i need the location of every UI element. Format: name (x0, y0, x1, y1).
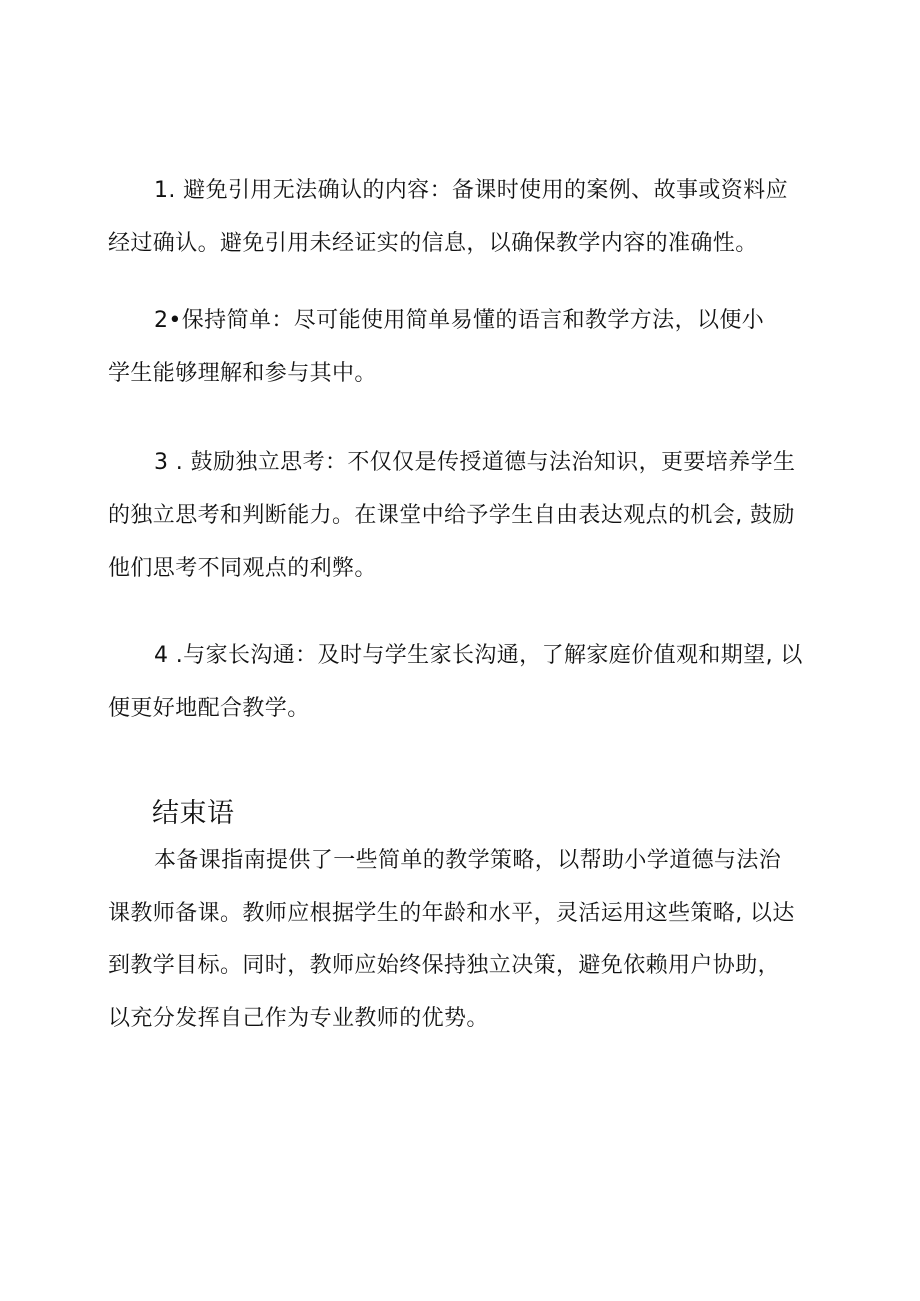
list-item-2 (108, 294, 818, 400)
list-item-3-line-2: 的独立思考和判断能力。在课堂中给予学生自由表达观点的机会, 鼓励 (108, 503, 795, 528)
conclusion-line-4: 以充分发挥自己作为专业教师的优势。 (108, 1005, 489, 1031)
conclusion-line-1: 本备课指南提供了一些简单的教学策略，以帮助小学道德与法治 (154, 848, 782, 873)
section-heading-conclusion: 结束语 (152, 798, 235, 829)
conclusion-paragraph (108, 835, 818, 1045)
list-item-4-line-1: 4 .与家长沟通：及时与学生家长沟通，了解家庭价值观和期望, 以 (154, 643, 803, 668)
list-item-1-line-2: 经过确认。避免引用未经证实的信息，以确保教学内容的准确性。 (108, 231, 758, 256)
list-item-1 (108, 164, 818, 270)
list-item-3-line-3: 他们思考不同观点的利弊。 (108, 556, 377, 581)
list-item-2-line-2: 学生能够理解和参与其中。 (108, 361, 377, 386)
list-item-4 (108, 629, 818, 735)
conclusion-line-3: 到教学目标。同时，教师应始终保持独立决策，避免依赖用户协助， (108, 953, 781, 978)
conclusion-line-2: 课教师备课。教师应根据学生的年龄和水平，灵活运用这些策略, 以达 (108, 900, 795, 926)
list-item-3-line-1: 3 . 鼓励独立思考：不仅仅是传授道德与法治知识，更要培养学生 (154, 450, 796, 475)
list-item-1-line-1: 1. 避免引用无法确认的内容：备课时使用的案例、故事或资料应 (154, 178, 788, 203)
list-item-4-line-2: 便更好地配合教学。 (108, 696, 310, 721)
list-item-2-line-1: 2•保持简单：尽可能使用简单易懂的语言和教学方法，以便小 (154, 308, 765, 333)
list-item-3 (108, 436, 818, 595)
